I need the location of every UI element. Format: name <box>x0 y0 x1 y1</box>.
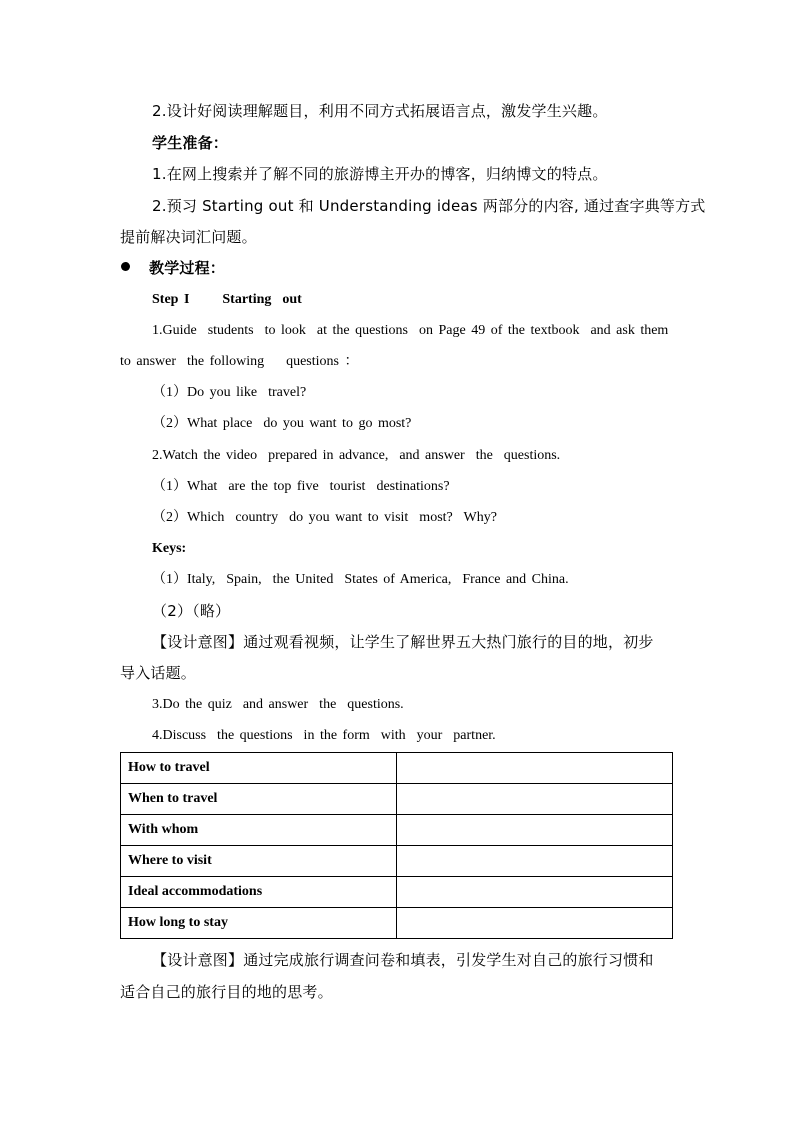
table-row <box>121 908 673 939</box>
table-cell-label: With whom <box>121 815 397 846</box>
question-item: （1）What are the top five tourist destinations? <box>152 479 450 494</box>
question-item: （2）What place do you want to go most? <box>152 416 412 431</box>
text-line: 3.Do the quiz and answer the questions. <box>152 697 404 712</box>
section-heading-teaching-process: 教学过程： <box>149 259 226 277</box>
design-intent-text: 导入话题。 <box>120 664 197 682</box>
text-line: to answer the following questions ： <box>120 354 359 369</box>
text-line: 1.在网上搜索并了解不同的旅游博主开办的博客，归纳博文的特点。 <box>152 165 608 183</box>
table-row <box>121 846 673 877</box>
text-line: 1.Guide students to look at the questions on Page 49 of the textbook and ask them <box>152 323 669 338</box>
design-intent-text: 适合自己的旅行目的地的思考。 <box>120 983 333 1001</box>
text-line: 4.Discuss the questions in the form with your partner. <box>152 728 496 743</box>
question-item: （2）Which country do you want to visit most? Why? <box>152 510 497 525</box>
table-cell-answer <box>396 784 672 815</box>
table-cell-answer <box>396 877 672 908</box>
table-cell-label: Where to visit <box>121 846 397 877</box>
table-cell-label: How to travel <box>121 753 397 784</box>
table-cell-answer <box>396 846 672 877</box>
step-heading: Step I Starting out <box>152 292 302 307</box>
table-cell-label: How long to stay <box>121 908 397 939</box>
bullet-icon <box>121 262 130 271</box>
text-line: 提前解决词汇问题。 <box>120 228 257 246</box>
table-cell-answer <box>396 908 672 939</box>
table-row <box>121 784 673 815</box>
section-heading-student-prep: 学生准备： <box>152 134 229 152</box>
answer-item: （2）（略） <box>152 602 231 620</box>
travel-discussion-table <box>120 752 673 939</box>
table-cell-answer <box>396 815 672 846</box>
answer-item: （1）Italy, Spain, the United States of America, France and China. <box>152 572 569 587</box>
text-line: 2.预习 Starting out 和 Understanding ideas 两部分的内容, 通过查字典等方式 <box>152 197 706 215</box>
text-line: 2.设计好阅读理解题目，利用不同方式拓展语言点，激发学生兴趣。 <box>152 102 608 120</box>
question-item: （1）Do you like travel? <box>152 385 307 400</box>
table-row <box>121 877 673 908</box>
table-cell-answer <box>396 753 672 784</box>
table-cell-label: When to travel <box>121 784 397 815</box>
design-intent-text: 【设计意图】通过完成旅行调查问卷和填表，引发学生对自己的旅行习惯和 <box>152 951 654 969</box>
design-intent-text: 【设计意图】通过观看视频，让学生了解世界五大热门旅行的目的地，初步 <box>152 633 654 651</box>
text-line: 2.Watch the video prepared in advance, and answer the questions. <box>152 448 561 463</box>
keys-heading: Keys: <box>152 541 187 556</box>
table-cell-label: Ideal accommodations <box>121 877 397 908</box>
table-row <box>121 753 673 784</box>
table-row <box>121 815 673 846</box>
